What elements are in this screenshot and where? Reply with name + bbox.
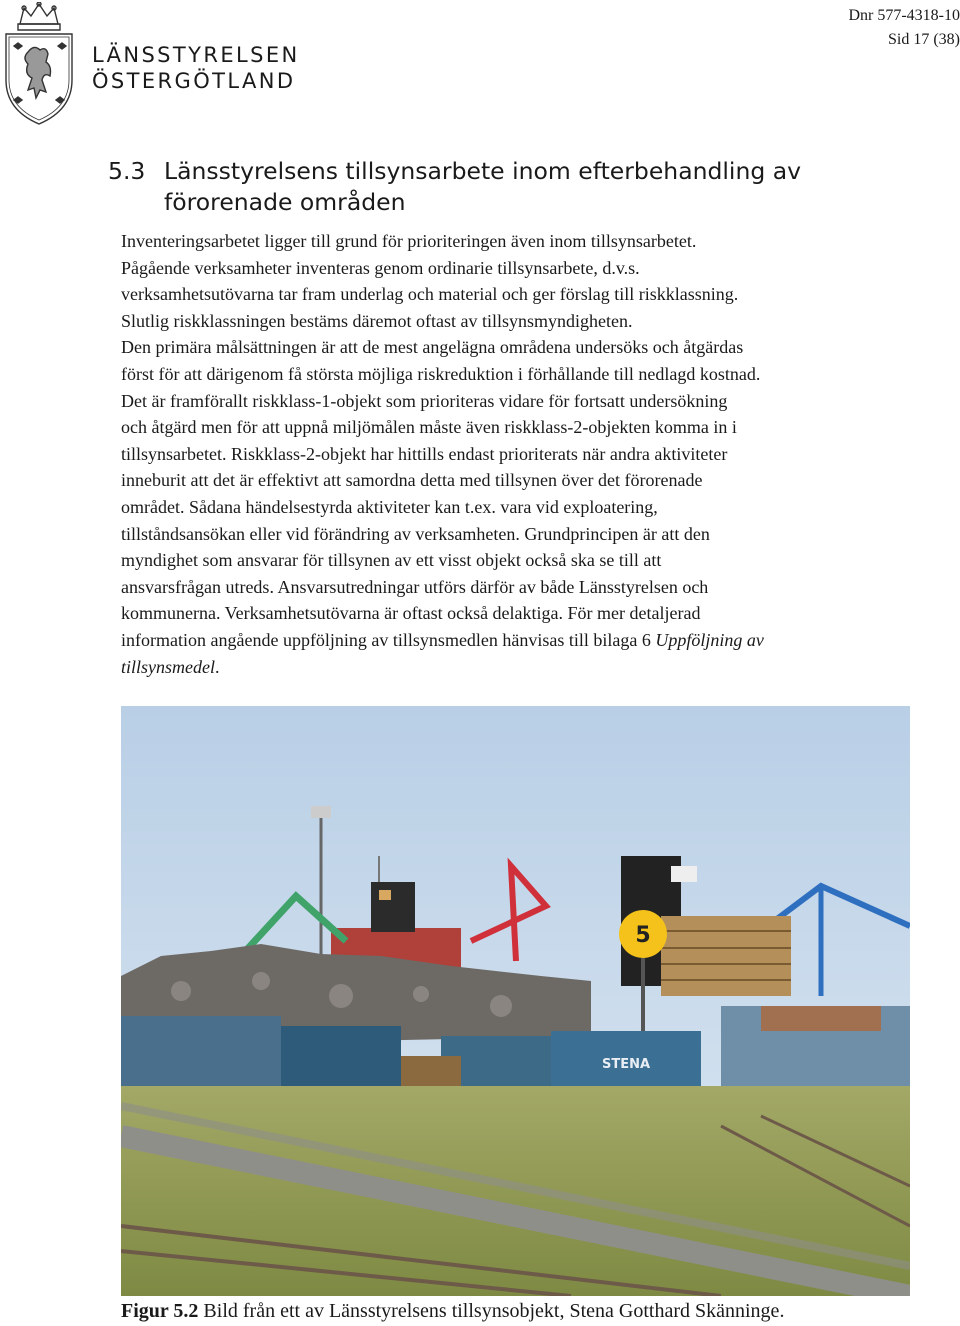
figure-label: Figur 5.2	[121, 1300, 199, 1322]
section-number: 5.3	[108, 157, 146, 185]
body-line: Inventeringsarbetet ligger till grund för prioriteringen även inom tillsynsarbetet.	[121, 231, 697, 251]
figure-caption	[121, 1298, 784, 1324]
body-line: ansvarsfrågan utreds. Ansvarsutredningar utförs därför av både Länsstyrelsen och	[121, 576, 709, 597]
body-line-text: information angående uppföljning av tillsynsmedlen hänvisas till bilaga 6	[121, 629, 656, 650]
org-name-line1: LÄNSSTYRELSEN	[92, 43, 300, 67]
body-line: området. Sådana händelsestyrda aktiviteter kan t.ex. vara vid exploatering,	[121, 496, 658, 517]
figure-caption-text: Bild från ett av Länsstyrelsens tillsynsobjekt, Stena Gotthard Skänninge.	[198, 1300, 785, 1322]
body-line: tillståndsansökan eller vid förändring av verksamheten. Grundprincipen är att den	[121, 523, 710, 544]
appendix-title-cont: tillsynsmedel	[121, 656, 215, 677]
page-number: Sid 17 (38)	[888, 31, 960, 48]
body-line: Det är framförallt riskklass-1-objekt som prioriteras vidare för fortsatt undersökning	[121, 390, 728, 411]
body-line: kommunerna. Verksamhetsutövarna är oftast också delaktiga. För mer detaljerad	[121, 603, 701, 624]
body-line: myndighet som ansvarar för tillsynen av ett visst objekt också ska se till att	[121, 550, 662, 571]
site-sign-number: 5	[635, 923, 651, 948]
appendix-title: Uppföljning av	[655, 629, 764, 650]
section-title-line2: förorenade områden	[164, 188, 406, 216]
container-label: STENA	[601, 1057, 651, 1072]
body-paragraph	[121, 228, 921, 680]
body-line-text: .	[214, 656, 220, 677]
org-name-line2: ÖSTERGÖTLAND	[92, 69, 296, 93]
document-number: Dnr 577-4318-10	[848, 7, 960, 24]
scrapyard-photo	[121, 706, 910, 1296]
coat-of-arms-logo	[0, 2, 78, 126]
body-line: först för att därigenom få största möjliga riskreduktion i förhållande till nedlagd kostnad.	[121, 363, 761, 384]
body-line: Den primära målsättningen är att de mest angelägna områdena undersöks och åtgärdas	[121, 337, 744, 358]
body-line: tillsynsarbetet. Riskklass-2-objekt har hittills endast prioriterats när andra aktiviteter	[121, 443, 728, 464]
body-line: verksamhetsutövarna tar fram underlag och material och ger förslag till riskklassning.	[121, 284, 739, 305]
body-line: inneburit att det är effektivt att samordna detta med tillsynen över det förorenade	[121, 470, 703, 491]
body-line	[121, 627, 921, 654]
organization-name	[92, 42, 300, 94]
document-reference	[848, 4, 960, 52]
body-line: och åtgärd men för att uppnå miljömålen måste även riskklass-2-objekten komma in i	[121, 417, 737, 438]
body-line: Pågående verksamheter inventeras genom ordinarie tillsynsarbete, d.v.s.	[121, 257, 640, 278]
body-line: Slutlig riskklassningen bestäms däremot oftast av tillsynsmyndigheten.	[121, 310, 633, 331]
section-title-line1: Länsstyrelsens tillsynsarbete inom efterbehandling av	[164, 157, 802, 185]
body-line	[121, 654, 921, 681]
section-heading	[108, 156, 908, 218]
